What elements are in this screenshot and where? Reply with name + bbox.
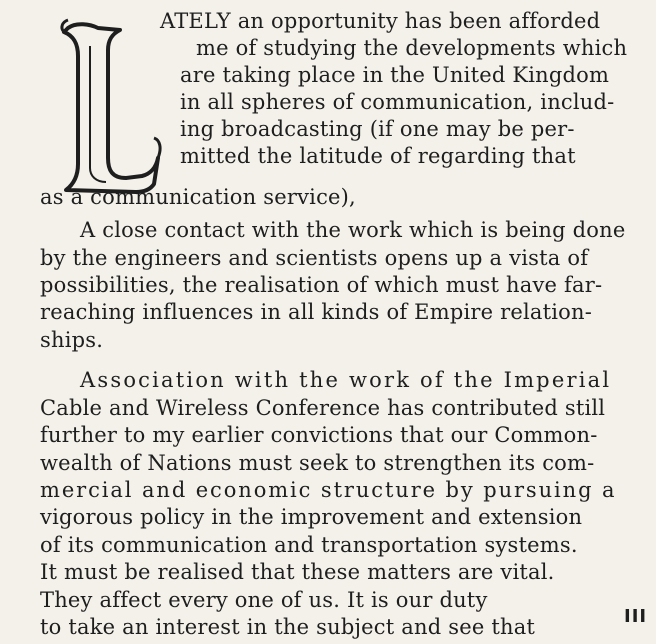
paragraph-2-line: reaching influences in all kinds of Empire relation- xyxy=(40,300,593,324)
paragraph-3-line: mercial and economic structure by pursuing a xyxy=(40,478,617,502)
page-number: III xyxy=(624,606,648,627)
paragraph-1-line: ATELY an opportunity has been afforded xyxy=(160,9,601,33)
paragraph-1-line: me of studying the developments which xyxy=(196,36,628,60)
paragraph-3-line: Cable and Wireless Conference has contributed still xyxy=(40,396,606,420)
paragraph-2-line: A close contact with the work which is being done xyxy=(80,218,626,242)
paragraph-3-line: further to my earlier convictions that our Common- xyxy=(40,423,598,447)
paragraph-1-line: mitted the latitude of regarding that xyxy=(180,144,576,168)
paragraph-2-line: by the engineers and scientists opens up a vista of xyxy=(40,246,589,270)
paragraph-3-line: of its communication and transportation systems. xyxy=(40,533,578,557)
paragraph-3-line: vigorous policy in the improvement and extension xyxy=(40,505,583,529)
paragraph-1-line: are taking place in the United Kingdom xyxy=(180,63,610,87)
paragraph-3-line: wealth of Nations must seek to strengthen its com- xyxy=(40,451,595,475)
paragraph-1-line: as a communication service), xyxy=(40,185,356,209)
dropcap-letter xyxy=(46,8,162,198)
paragraph-3-line: They affect every one of us. It is our duty xyxy=(40,588,488,612)
paragraph-2-line: possibilities, the realisation of which must have far- xyxy=(40,273,603,297)
paragraph-2-line: ships. xyxy=(40,328,104,352)
paragraph-3-line: to take an interest in the subject and see that xyxy=(40,615,536,639)
paragraph-3-line: Association with the work of the Imperial xyxy=(80,368,612,392)
dropcap-l-glyph xyxy=(46,8,162,198)
paragraph-1-line: in all spheres of communication, includ- xyxy=(180,90,615,114)
paragraph-1-line: ing broadcasting (if one may be per- xyxy=(180,117,575,141)
paragraph-3-line: It must be realised that these matters are vital. xyxy=(40,560,555,584)
